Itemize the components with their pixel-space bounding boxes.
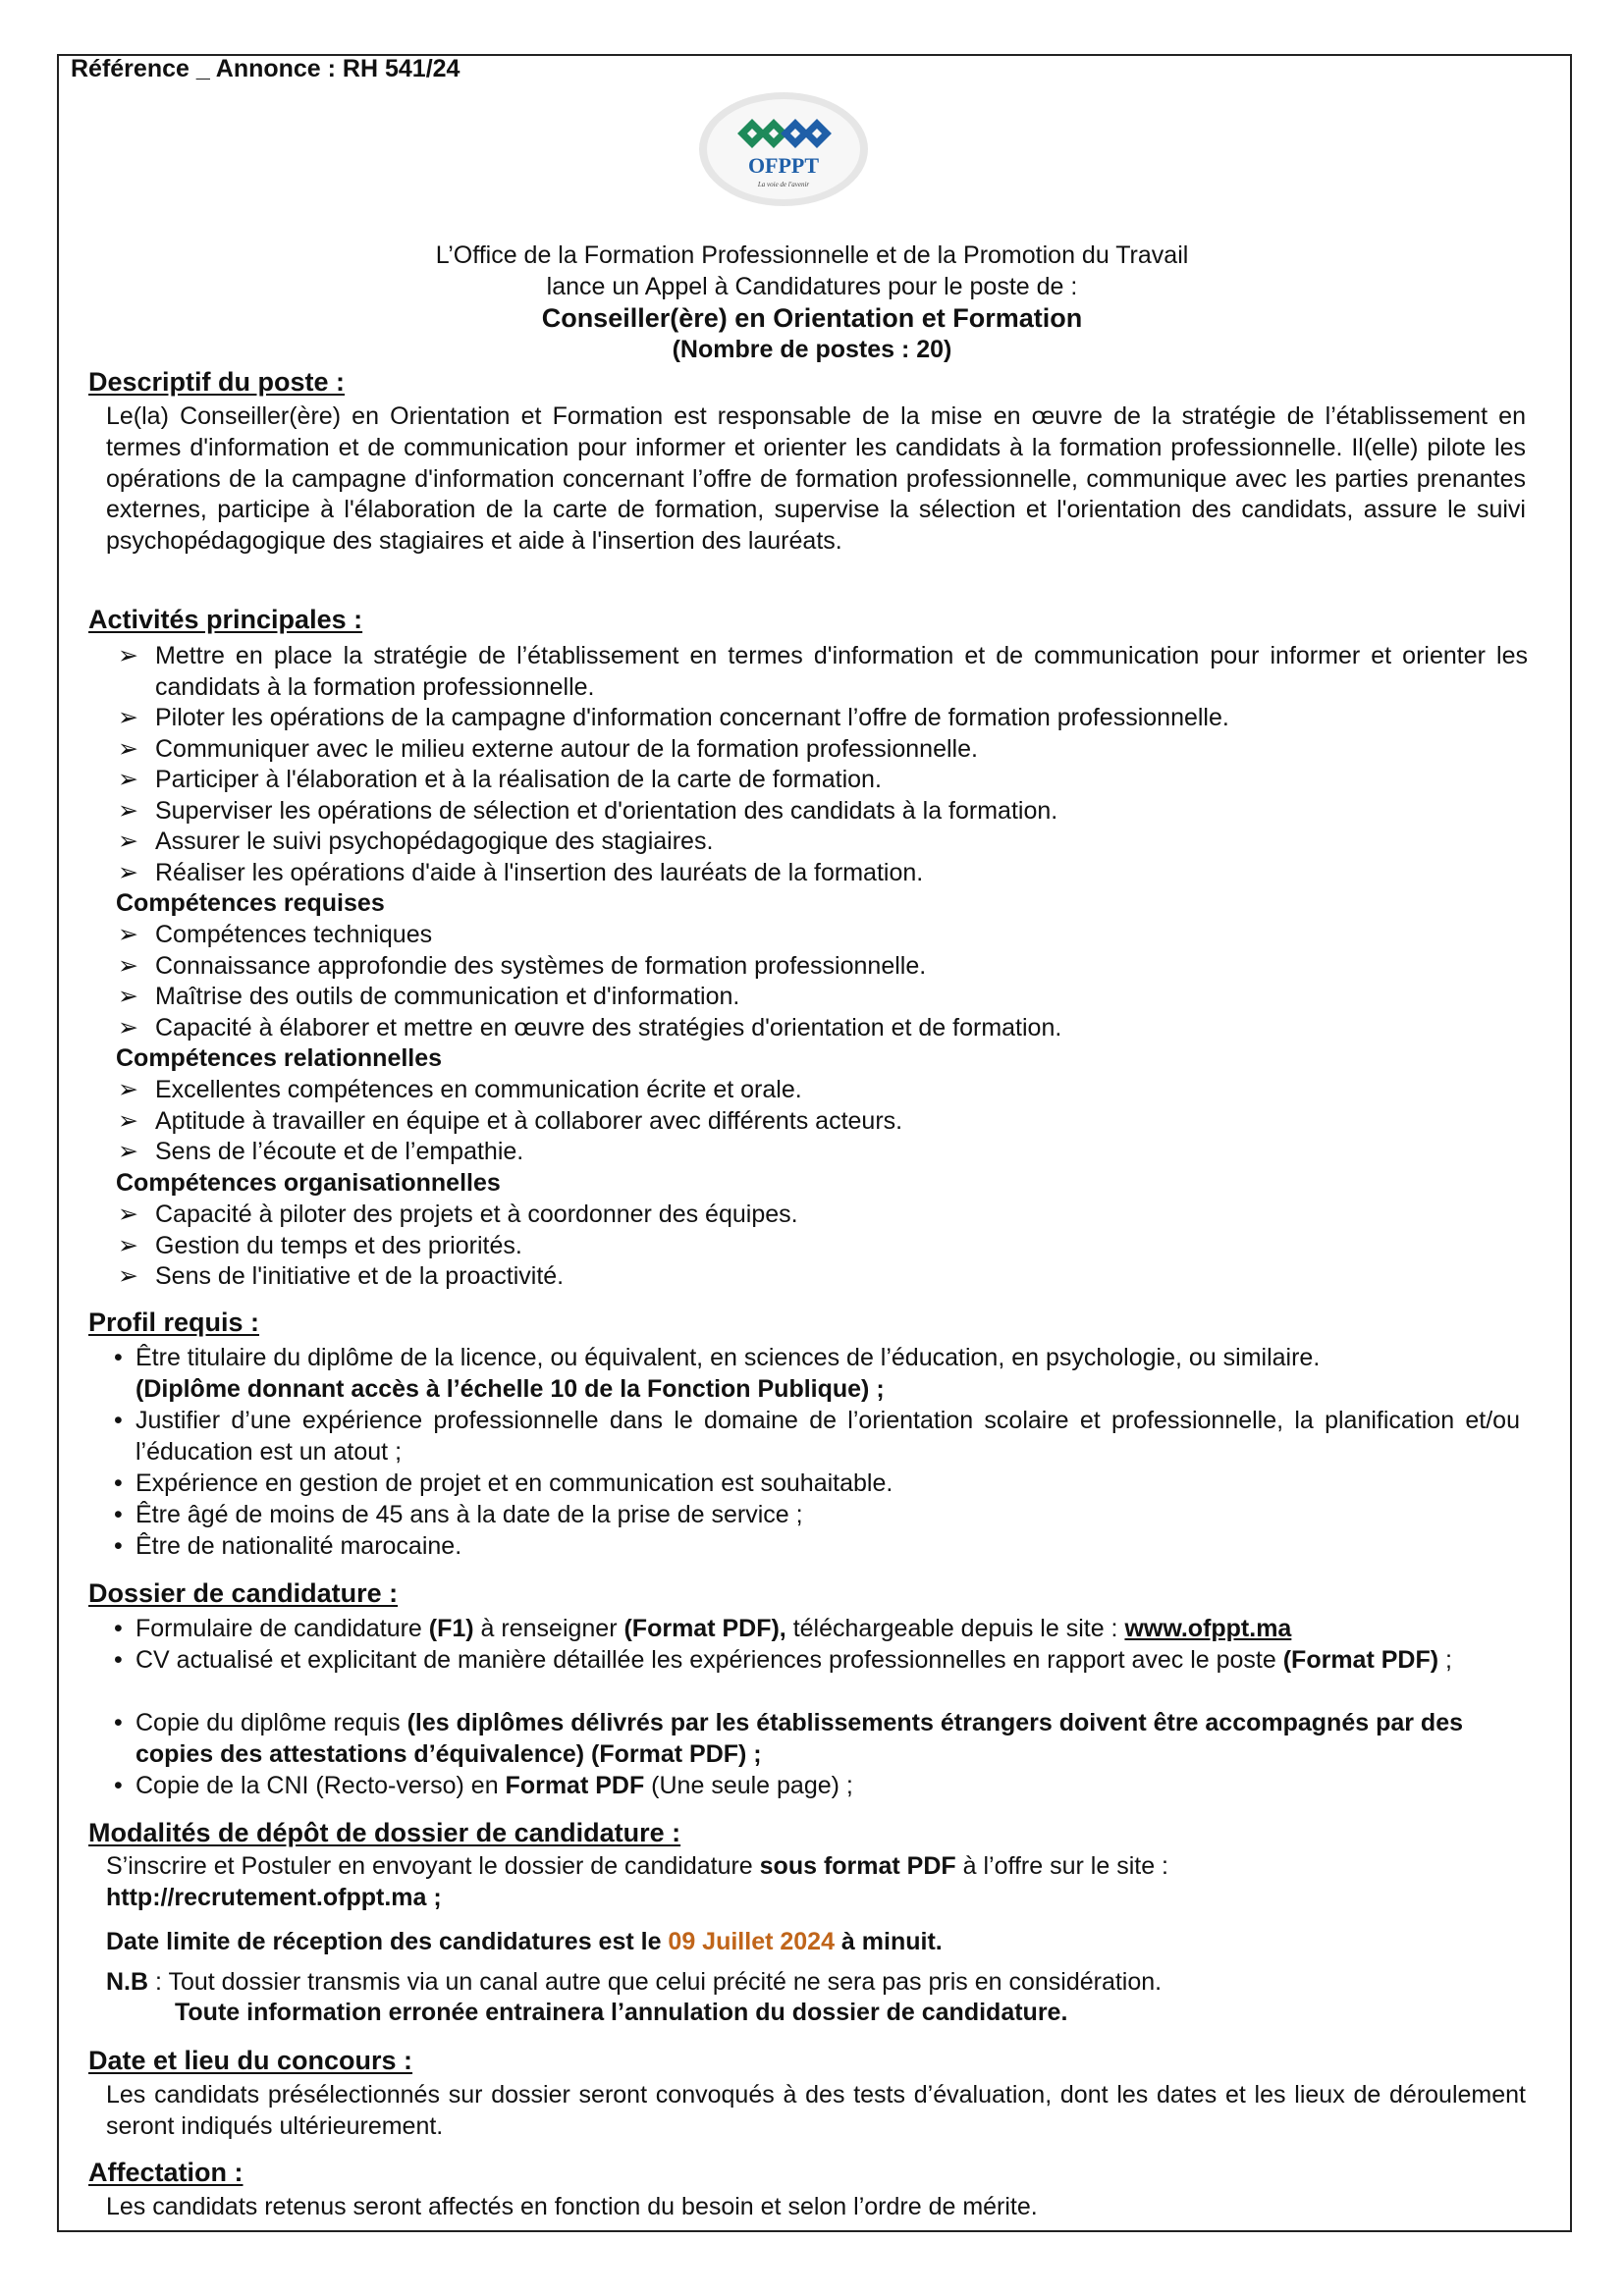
competence-item: ➢ Excellentes compétences en communication écrite et orale. — [118, 1075, 1528, 1106]
section-heading-activites: Activités principales : — [88, 605, 363, 634]
arrow-bullet-icon: ➢ — [118, 858, 138, 886]
activite-item: ➢ Mettre en place la stratégie de l’établissement en termes d'information et de communication pour informer et orienter les candidats à la formation professionnelle. — [118, 642, 1528, 701]
profil-item: • Être titulaire du diplôme de la licence, ou équivalent, en sciences de l’éducation, en psychologie, ou similaire. (Diplôme donnant accès à l’échelle 10 de la Fonction Publique) ; — [114, 1344, 1321, 1403]
bullet-icon: • — [114, 1407, 123, 1434]
bullet-icon: • — [114, 1772, 123, 1799]
arrow-bullet-icon: ➢ — [118, 642, 138, 669]
dossier-item: • CV actualisé et explicitant de manière détaillée les expériences professionnelles en rapport avec le poste (Format PDF) ; — [114, 1645, 1520, 1677]
section-heading-descriptif: Descriptif du poste : — [88, 367, 346, 397]
competence-item: ➢ Sens de l’écoute et de l’empathie. — [118, 1137, 1528, 1168]
competence-item: ➢ Sens de l'initiative et de la proactivité. — [118, 1261, 1528, 1293]
bullet-icon: • — [114, 1344, 123, 1371]
intro-line-1: L’Office de la Formation Professionnelle et de la Promotion du Travail — [435, 241, 1189, 269]
bullet-icon: • — [114, 1469, 123, 1497]
arrow-bullet-icon: ➢ — [118, 734, 138, 763]
activite-item: ➢ Réaliser les opérations d'aide à l'insertion des lauréats de la formation. — [118, 858, 1528, 889]
nb-note: N.B : Tout dossier transmis via un canal autre que celui précité ne sera pas pris en considération. Toute information erronée entrainera l’annulation du dossier de candidature. — [106, 1967, 1526, 2028]
section-heading-dossier: Dossier de candidature : — [88, 1578, 399, 1608]
bullet-icon: • — [114, 1532, 123, 1560]
competence-item: ➢ Compétences techniques — [118, 920, 1528, 951]
nb-warning: Toute information erronée entrainera l’annulation du dossier de candidature. — [175, 1999, 1068, 2026]
logo-tagline: La voie de l'avenir — [757, 181, 810, 188]
arrow-bullet-icon: ➢ — [118, 828, 138, 855]
intro-line-2: lance un Appel à Candidatures pour le poste de : — [546, 273, 1078, 300]
subheading-competences-relationnelles: Compétences relationnelles — [116, 1044, 443, 1072]
profil-item: • Expérience en gestion de projet et en communication est souhaitable. — [114, 1468, 1520, 1500]
profil-item: • Justifier d’une expérience professionnelle dans le domaine de l’orientation scolaire et professionnelle, la planification et/ou l’éducation est un atout ; — [114, 1407, 1520, 1466]
arrow-bullet-icon: ➢ — [118, 1013, 138, 1041]
bullet-icon: • — [114, 1646, 123, 1674]
bullet-icon: • — [114, 1709, 123, 1736]
competence-item: ➢ Aptitude à travailler en équipe et à collaborer avec différents acteurs. — [118, 1106, 1528, 1138]
arrow-bullet-icon: ➢ — [118, 1231, 138, 1259]
dossier-item: • Formulaire de candidature (F1) à renseigner (Format PDF), téléchargeable depuis le site : www.ofppt.ma — [114, 1614, 1520, 1645]
arrow-bullet-icon: ➢ — [118, 921, 138, 948]
affectation-text: Les candidats retenus seront affectés en fonction du besoin et selon l’ordre de mérite. — [106, 2193, 1038, 2220]
arrow-bullet-icon: ➢ — [118, 704, 138, 731]
job-title: Conseiller(ère) en Orientation et Formation — [541, 303, 1083, 333]
arrow-bullet-icon: ➢ — [118, 951, 138, 980]
activite-item: ➢ Superviser les opérations de sélection et d'orientation des candidats à la formation. — [118, 796, 1528, 828]
announcement-reference: Référence _ Annonce : RH 541/24 — [71, 55, 460, 82]
arrow-bullet-icon: ➢ — [118, 1201, 138, 1228]
deadline: Date limite de réception des candidatures est le 09 Juillet 2024 à minuit. — [106, 1928, 943, 1955]
logo-text: OFPPT — [747, 153, 820, 178]
activite-item: ➢ Communiquer avec le milieu externe autour de la formation professionnelle. — [118, 734, 1528, 766]
subheading-competences-requises: Compétences requises — [116, 889, 385, 917]
dossier-item: • Copie du diplôme requis (les diplômes délivrés par les établissements étrangers doivent être accompagnés par des copies des attestations d’équivalence) (Format PDF) ; — [114, 1709, 1464, 1768]
recrutement-site-link[interactable]: http://recrutement.ofppt.ma ; — [106, 1883, 442, 1911]
arrow-bullet-icon: ➢ — [118, 1262, 138, 1290]
competence-item: ➢ Maîtrise des outils de communication et d'information. — [118, 982, 1528, 1013]
ofppt-website-link[interactable]: www.ofppt.ma — [1124, 1615, 1292, 1642]
activite-item: ➢ Piloter les opérations de la campagne d'information concernant l’offre de formation professionnelle. — [118, 703, 1528, 734]
arrow-bullet-icon: ➢ — [118, 766, 138, 793]
dossier-item: • Copie de la CNI (Recto-verso) en Format PDF (Une seule page) ; — [114, 1771, 1520, 1802]
section-heading-profil: Profil requis : — [88, 1308, 260, 1337]
arrow-bullet-icon: ➢ — [118, 1106, 138, 1135]
arrow-bullet-icon: ➢ — [118, 1138, 138, 1165]
section-heading-affectation: Affectation : — [88, 2158, 244, 2187]
activite-item: ➢ Assurer le suivi psychopédagogique des stagiaires. — [118, 827, 1528, 858]
section-heading-concours: Date et lieu du concours : — [88, 2046, 413, 2075]
bullet-icon: • — [114, 1501, 123, 1528]
section-heading-modalites: Modalités de dépôt de dossier de candidature : — [88, 1818, 681, 1847]
competence-item: ➢ Capacité à élaborer et mettre en œuvre des stratégies d'orientation et de formation. — [118, 1013, 1528, 1044]
competence-item: ➢ Gestion du temps et des priorités. — [118, 1231, 1528, 1262]
competence-item: ➢ Capacité à piloter des projets et à coordonner des équipes. — [118, 1200, 1528, 1231]
arrow-bullet-icon: ➢ — [118, 796, 138, 825]
descriptif-text: Le(la) Conseiller(ère) en Orientation et Formation est responsable de la mise en œuvre de la stratégie de l’établissement en termes d'information et de communication pour informer et orienter les candidats à la formation professionnelle. Il(elle) pilote les opérations de la campagne d'information concernant l’offre de formation professionnelle, communique avec les parties prenantes externes, participe à l'élaboration de la carte de formation, supervise la sélection et l'orientation des candidats, assure le suivi psychopédagogique des stagiaires et aide à l'insertion des lauréats. — [106, 402, 1526, 556]
activite-item: ➢ Participer à l'élaboration et à la réalisation de la carte de formation. — [118, 765, 1528, 796]
deadline-date: 09 Juillet 2024 — [668, 1928, 835, 1955]
bullet-icon: • — [114, 1615, 123, 1642]
concours-text: Les candidats présélectionnés sur dossier seront convoqués à des tests d’évaluation, dont les dates et les lieux de déroulement seront indiqués ultérieurement. — [106, 2081, 1526, 2140]
competence-item: ➢ Connaissance approfondie des systèmes de formation professionnelle. — [118, 951, 1528, 983]
profil-item: • Être de nationalité marocaine. — [114, 1531, 1520, 1563]
position-count: (Nombre de postes : 20) — [672, 336, 952, 363]
modalites-text: S’inscrire et Postuler en envoyant le dossier de candidature sous format PDF à l’offre sur le site : http://recrutement.ofppt.ma ; — [106, 1852, 1168, 1911]
arrow-bullet-icon: ➢ — [118, 983, 138, 1010]
subheading-competences-organisationnelles: Compétences organisationnelles — [116, 1169, 501, 1197]
arrow-bullet-icon: ➢ — [118, 1076, 138, 1103]
profil-item: • Être âgé de moins de 45 ans à la date de la prise de service ; — [114, 1500, 1520, 1531]
